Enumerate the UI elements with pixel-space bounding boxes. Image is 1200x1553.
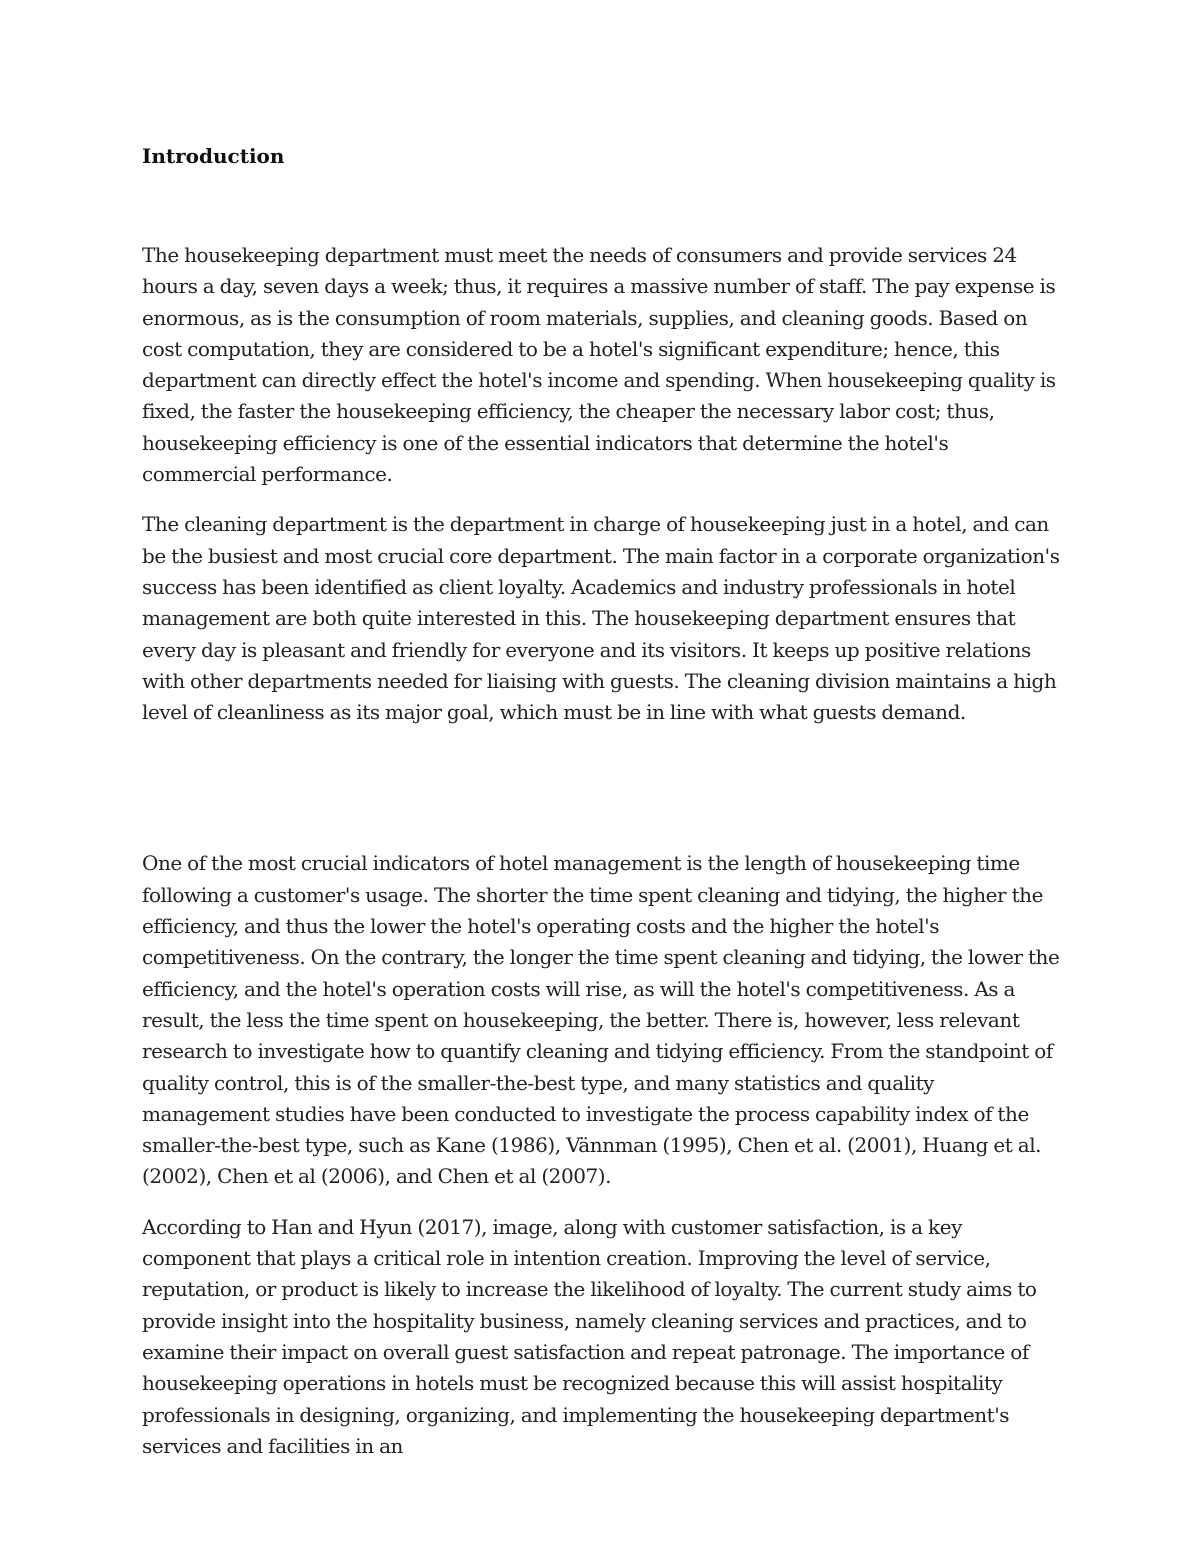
paragraph-4: According to Han and Hyun (2017), image, along with customer satisfaction, is a key component that plays a critical role in intention creation. Improving the level of service, reputation, or product is likely to increase the likelihood of loyalty. The current study aims to provide insight into the hospitality business, namely cleaning services and practices, and to examine their impact on overall guest satisfaction and repeat patronage. The importance of housekeeping operations in hotels must be recognized because this will assist hospitality professionals in designing, organizing, and implementing the housekeeping department's services and facilities in an xyxy=(142,1214,1037,1458)
paragraph-3: One of the most crucial indicators of hotel management is the length of housekeeping time following a customer's usage. The shorter the time spent cleaning and tidying, the higher the efficiency, and thus the lower the hotel's operating costs and the higher the hotel's competitiveness. On the contrary, the longer the time spent cleaning and tidying, the lower the efficiency, and the hotel's operation costs will rise, as will the hotel's competitiveness. As a result, the less the time spent on housekeeping, the better. There is, however, less relevant research to investigate how to quantify cleaning and tidying efficiency. From the standpoint of quality control, this is of the smaller-the-best type, and many statistics and quality management studies have been conducted to investigate the process capability index of the smaller-the-best type, such as Kane (1986), Vännman (1995), Chen et al. (2001), Huang et al. (2002), Chen et al (2006), and Chen et al (2007). xyxy=(142,851,1060,1189)
blank-space xyxy=(142,747,1066,848)
paragraph-2: The cleaning department is the department in charge of housekeeping just in a hotel, and can be the busiest and most crucial core department. The main factor in a corporate organization's success has been identified as client loyalty. Academics and industry professionals in hotel management are both quite interested in this. The housekeeping department ensures that every day is pleasant and friendly for everyone and its visitors. It keeps up positive relations with other departments needed for liaising with guests. The cleaning division maintains a high level of cleanliness as its major goal, which must be in line with what guests demand. xyxy=(142,512,1060,725)
paragraph-1: The housekeeping department must meet the needs of consumers and provide services 24 hours a day, seven days a week; thus, it requires a massive number of staff. The pay expense is enormous, as is the consumption of room materials, supplies, and cleaning goods. Based on cost computation, they are considered to be a hotel's significant expenditure; hence, this department can directly effect the hotel's income and spending. When housekeeping quality is fixed, the faster the housekeeping efficiency, the cheaper the necessary labor cost; thus, housekeeping efficiency is one of the essential indicators that determine the hotel's commercial performance. xyxy=(142,243,1056,487)
document-body xyxy=(142,140,1066,1481)
section-heading: Introduction xyxy=(142,144,285,168)
